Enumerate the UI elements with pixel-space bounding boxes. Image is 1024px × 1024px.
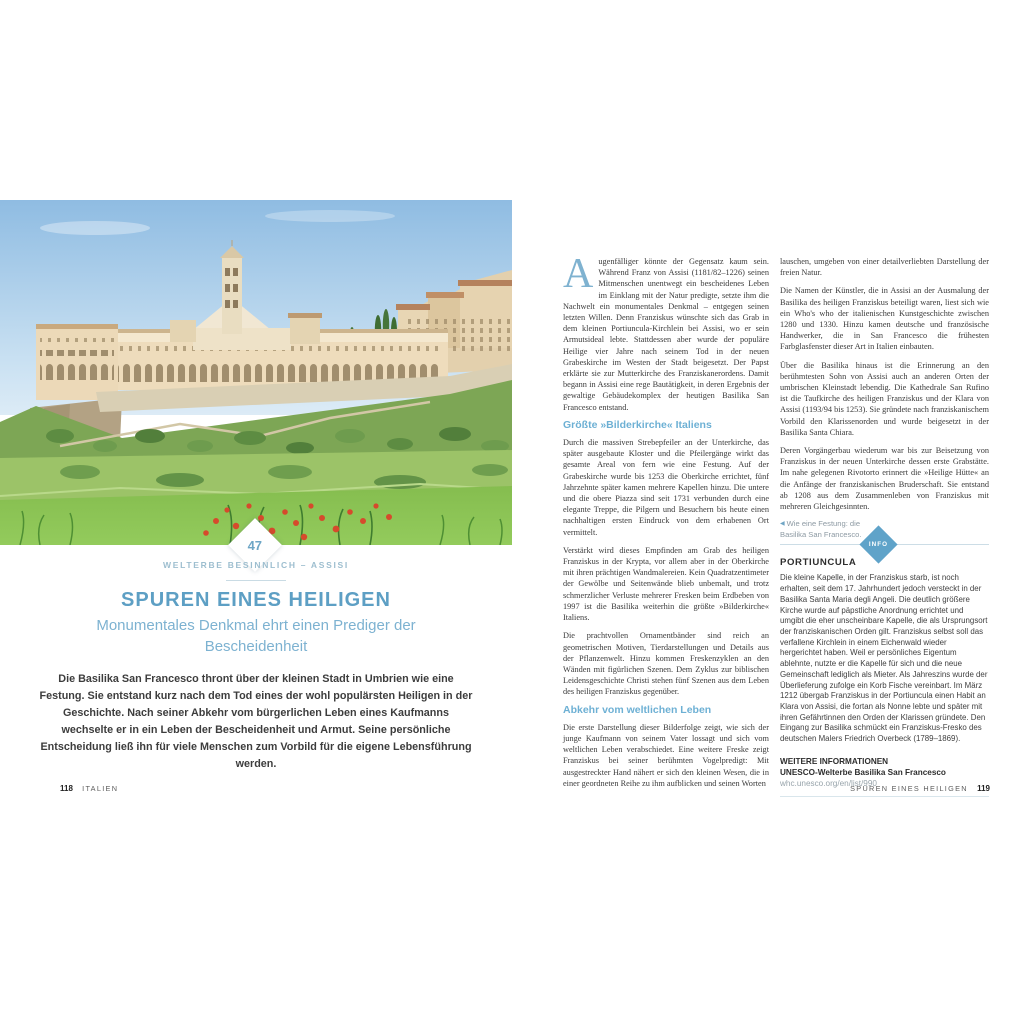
body-paragraph: Die Namen der Künstler, die in Assisi an der Ausmalung der Basilika des heiligen Franziskus beteiligt waren, liest sich wie ein Who's who der italienischen Kunstgeschichte zwischen 1280 und 1330. Hinzu kamen deutsche und französische Handwerker, die in San Francesco die frühesten Farbglasfenster dieser Art in Italien einbauten. [780, 286, 989, 352]
article-column-1 [563, 251, 769, 796]
footer-right [850, 784, 990, 793]
kicker-divider [226, 580, 286, 581]
footer-section-right: SPUREN EINES HEILIGEN [850, 784, 968, 793]
more-info-divider [780, 796, 989, 797]
footer-left [60, 784, 118, 793]
section-heading-bilderkirche: Größte »Bilderkirche« Italiens [563, 418, 712, 431]
kicker: WELTERBE BESINNLICH – ASSISI [163, 560, 349, 570]
photo-caption: ◀ Wie eine Festung: die Basilika San Francesco. [780, 519, 862, 539]
body-paragraph: Augenfälliger könnte der Gegensatz kaum sein. Während Franz von Assisi (1181/82–1226) seinen Mitmenschen unentwegt ein bescheidenes Leben im Einklang mit der Natur predigte, setzte ihm die Nachwelt ein monumentales Denkmal – entgegen seinen letzten Willen. Denn Franziskus wünschte sich das Grab in dem kleinen Portiuncula-Kirchlein bei Assisi, wo er sein Armutsideal lebte. Stattdessen aber wurde der populäre Heilige vier Jahre nach seinem Tod in der neuen Grabeskirche im Westen der Stadt beigesetzt. Der Papst erklärte sie zur Mutterkirche des Franziskanerordens. Damit begann in Assisi eine rege Bautätigkeit, in deren Ergebnis der gewaltige Gebäudekomplex der heutigen Basilika San Francesco entstand. [563, 251, 769, 412]
sidebar-heading: PORTIUNCULA [780, 557, 857, 569]
more-info-url: whc.unesco.org/en/list/990 [780, 778, 877, 788]
intro-paragraph: Die Basilika San Francesco thront über der kleinen Stadt in Umbrien wie eine Festung. Sie entstand kurz nach dem Tod eines der wohl populärsten Heiligen in der Geschichte. Nach seiner Abkehr vom bürgerlichen Leben eines Kaufmanns wechselte er in ein Leben der Bescheidenheit und Armut. Seine persönliche Entscheidung ließ ihn für viele Menschen zum Vorbild für die eigene Lebensführung werden. [39, 673, 473, 770]
page-number-right: 119 [977, 784, 990, 793]
article-column-2 [780, 256, 989, 797]
body-paragraph: Verstärkt wird dieses Empfinden am Grab des heiligen Franziskus in der Krypta, vor allem aber in der Oberkirche mit ihren prächtigen Wandmalereien. Kein Quadratzentimeter der Gewölbe und Seitenwände blieb unbemalt, und trotz schmerzlicher Verluste mehrerer Fresken beim Erdbeben von 1997 ist die Basilika weiterhin die größte »Bilderkirche« Italiens. [563, 545, 769, 623]
body-paragraph: Über die Basilika hinaus ist die Erinnerung an den berühmtesten Sohn von Assisi auch an anderen Orten der umbrischen Kleinstadt lebendig. Die Kathedrale San Rufino ist die Taufkirche des heiligen Franziskus und der Klara von Assisi (1193/94 bis 1253). Sie gründete nach franziskanischem Vorbild den Klarissenorden und wurde beigesetzt in der Basilika Santa Chiara. [780, 360, 989, 437]
body-paragraph: Die erste Darstellung dieser Bilderfolge zeigt, wie sich der junge Kaufmann von seinem Vater lossagt und sich vom weltlichen Leben verabschiedet. Eine weitere Freske zeigt Franziskus bei seiner berühmten Vogelpredigt: Mit ausgestreckter Hand nähert er sich den kleinen Wesen, die in einer geordneten Reihe zu ihm aufblicken und seinen Worten [563, 722, 769, 788]
page-title: SPUREN EINES HEILIGEN [121, 589, 391, 611]
route-number: 47 [247, 537, 263, 553]
body-paragraph: Die prachtvollen Ornamentbänder sind reich an geometrischen Motiven, Tierdarstellungen und Details aus der Pflanzenwelt. Hinzu kommen Freskenzyklen an den Wänden mit figürlichen Szenen. Dem Zyklus zur biblischen Leidensgeschichte Christi stehen fünf Szenen aus dem Leben des heiligen Franziskus gegenüber. [563, 631, 769, 697]
body-paragraph: lauschen, umgeben von einer detailverliebten Darstellung der freien Natur. [780, 257, 989, 278]
drop-cap: A [563, 251, 594, 297]
assisi-photo [0, 200, 512, 545]
more-info-heading: WEITERE INFORMATIONEN [780, 756, 889, 766]
section-heading-abkehr: Abkehr vom weltlichen Leben [563, 703, 712, 716]
body-paragraph: Deren Vorgängerbau wiederum war bis zur Beisetzung von Franziskus in der neuen Unterkirche dessen erste Grabstätte. Im nahe gelegenen Rivotorto erinnert die »Heilige Hütte« an die Anfänge der franziskanischen Bruderschaft. Sie entstand ab 1208 aus dem Zusammenleben von Franziskus mit mehreren Gleichgesinnten. [780, 446, 989, 512]
footer-section-left: ITALIEN [82, 784, 119, 793]
page-number-left: 118 [60, 784, 73, 793]
sidebar-body: Die kleine Kapelle, in der Franziskus starb, ist noch erhalten, seit dem 17. Jahrhundert jedoch versteckt in der Basilika Santa Maria degli Angeli. Die deutlich größere Kirche wurde auf päpstliche Anordnung errichtet und umgibt die eher unscheinbare Kapelle, die als Ursprungsort der franziskanischen Orden gilt. Franziskus selbst soll das verfallene Kirchlein in einem Eichenwald wieder hergerichtet haben. Weil er persönliches Eigentum ablehnte, nutzte er die Kapelle für sich und die neue Gemeinschaft lediglich als Mieter. Als Jahreszins wurde der Überlieferung zufolge ein Korb Fische vereinbart. Im März 1212 übergab Franziskus in der Portiuncula einen Habit an Klara von Assisi, die fortan als Nonne lebte und später mit ihren Gefährtinnen den Orden der Klarissen gründete. Den Eingang zur Basilika schmückt ein Franziskus-Fresko des deutschen Malers Friedrich Overbeck (1789–1869). [780, 573, 988, 744]
more-info-source: UNESCO-Welterbe Basilika San Francesco [780, 767, 946, 777]
page-subtitle: Monumentales Denkmal ehrt einen Prediger der Bescheidenheit [96, 617, 416, 655]
info-badge-label: INFO [868, 541, 889, 549]
body-paragraph: Durch die massiven Strebepfeiler an der Unterkirche, das später ausgebaute Kloster und die Pfeilergänge wirkt das gesamte Areal von fern wie eine Festung. Auf der Grabeskirche wurde bis 1253 die Oberkirche errichtet, fünf Jahrzehnte später kamen mehrere Kapellen hinzu. Die untere und die obere Piazza sind seit 1731 verbunden durch eine elegante Treppe, die Pilgern und Besuchern bis heute einen nachhaltigen ersten Eindruck von dem erhabenen Ort vermittelt. [563, 438, 769, 537]
info-sidebar [780, 557, 989, 744]
photo-caption-row [780, 519, 989, 549]
caption-arrow-icon: ◀ [780, 521, 785, 528]
